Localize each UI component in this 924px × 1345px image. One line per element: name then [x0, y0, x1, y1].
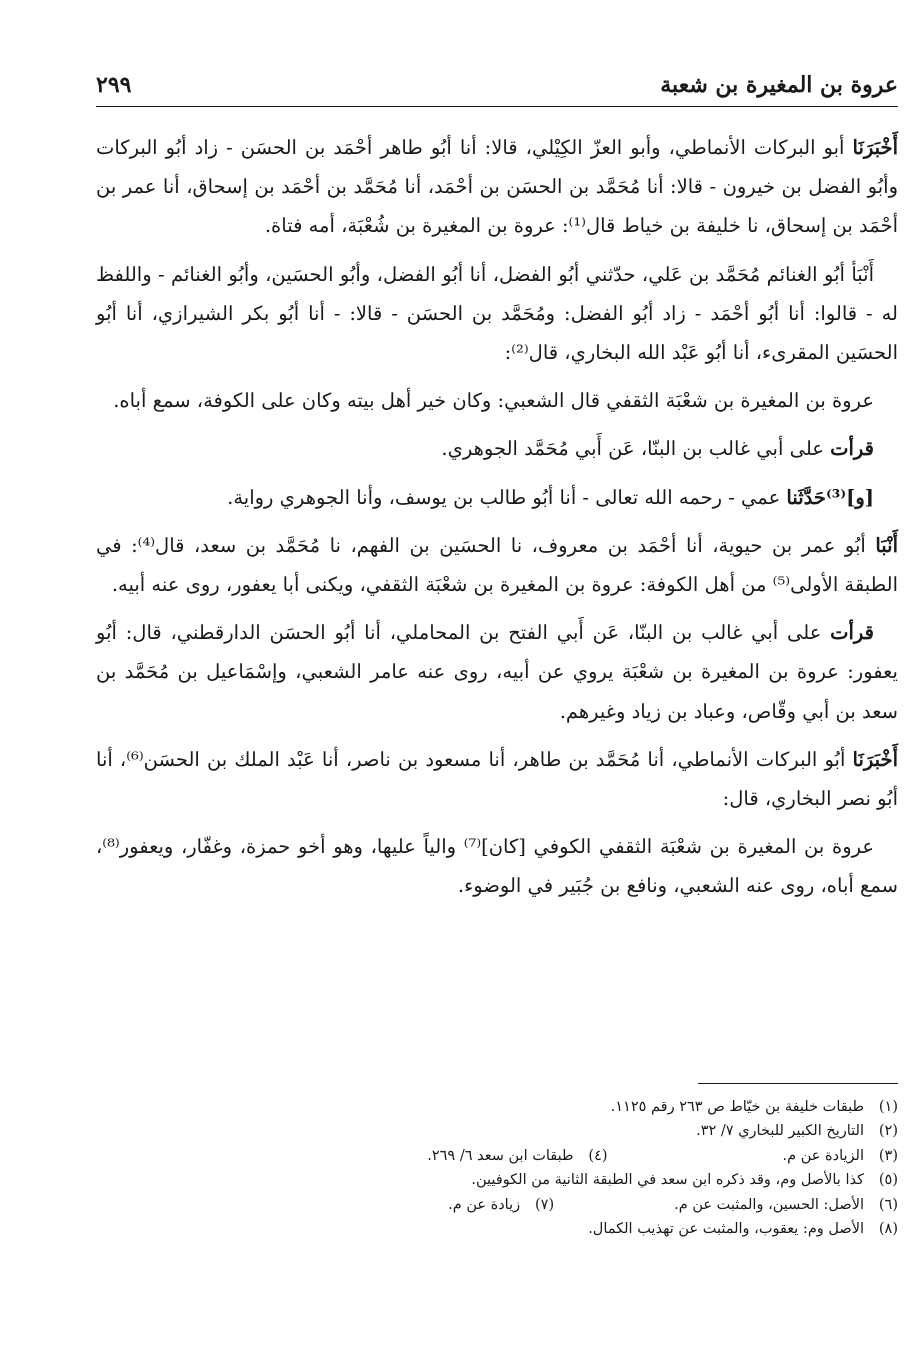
footnote-4 — [427, 1144, 607, 1168]
paragraph-lead: أَخْبَرَنَا — [852, 747, 898, 771]
footnote-5 — [471, 1168, 898, 1192]
paragraph-text: أبُو البركات الأنماطي، أنا مُحَمَّد بن طاهر، أنا مسعود بن ناصر، أنا عَبْد الملك بن الحسَن⁽⁶⁾، أنا أبُو نصر البخاري، قال: — [96, 747, 898, 811]
footnotes — [96, 1095, 898, 1241]
running-header — [96, 70, 898, 107]
footnote-line — [96, 1119, 898, 1143]
paragraph-text: أَنْبَأ أبُو الغنائم مُحَمَّد بن عَلي، حدّثني أبُو الفضل، أنا أبُو الفضل، وأبُو الحسَين، وأبُو الغنائم - واللفظ له - قالوا: أنا أبُو أحْمَد - زاد أبُو الفضل: ومُحَمَّد بن الحسَن - قالا: - أنا أبُو بكر الشيرازي، أنا أبُو الحسَين المقرىء، أنا أبُو عَبْد الله البخاري، قال⁽²⁾: — [96, 262, 898, 365]
paragraph-7 — [96, 613, 898, 731]
paragraph-1 — [96, 128, 898, 246]
footnote-6 — [674, 1193, 898, 1217]
footnote-line — [96, 1168, 898, 1192]
paragraph-text: عروة بن المغيرة بن شعْبَة الثقفي قال الشعبي: وكان خير أهل بيته وكان على الكوفة، سمع أباه. — [113, 389, 874, 413]
footnote-number: (٨) — [878, 1221, 898, 1238]
footnote-line — [96, 1217, 898, 1241]
footnote-number: (٤) — [588, 1147, 608, 1164]
footnote-text: طبقات خليفة بن خيّاط ص ٢٦٣ رقم ١١٢٥. — [610, 1099, 864, 1115]
paragraph-text: على أبي غالب بن البنّا، عَن أَبي مُحَمَّد الجوهري. — [441, 437, 831, 461]
footnote-7 — [448, 1193, 554, 1217]
paragraph-lead: أَخْبَرَنَا — [852, 136, 898, 159]
paragraph-lead: قرأت — [830, 621, 874, 645]
footnote-text: زيادة عن م. — [448, 1196, 521, 1213]
main-text — [96, 128, 898, 915]
paragraph-text: أبو البركات الأنماطي، وأبو العزّ الكِيْلي، قالا: أنا أبُو طاهر أحْمَد بن الحسَن - زاد أبُو البركات وأبُو الفضل بن خيرون - قالا: أنا مُحَمَّد بن الحسَن بن أحْمَد، أنا مُحَمَّد بن أحْمَد بن إسحاق، أنا عمر بن أحْمَد بن إسحاق، نا خليفة بن خياط قال⁽¹⁾: عروة بن المغيرة بن شُعْبَة، أمه فتاة. — [96, 136, 898, 238]
footnote-8 — [588, 1217, 898, 1241]
footnote-number: (٧) — [535, 1196, 555, 1213]
footnote-2 — [696, 1119, 898, 1143]
paragraph-lead: قرأت — [830, 437, 874, 461]
paragraph-5 — [96, 478, 898, 517]
footnote-line — [96, 1193, 898, 1217]
paragraph-2 — [96, 255, 898, 373]
footnote-number: (٦) — [878, 1196, 898, 1213]
paragraph-4 — [96, 429, 898, 468]
paragraph-3 — [96, 381, 898, 420]
chapter-title: عروة بن المغيرة بن شعبة — [660, 72, 898, 98]
paragraph-text: على أبي غالب بن البنّا، عَن أَبي الفتح بن المحاملي، أنا أبُو الحسَن الدارقطني، قال: أبُو يعفور: عروة بن المغيرة بن شعْبَة يروي عن أبيه، روى عنه عامر الشعبي، وإسْمَاعيل بن مُحَمَّد بن سعد بن أبي وقّاص، وعباد بن زياد وغيرهم. — [96, 621, 898, 723]
footnote-text: التاريخ الكبير للبخاري ٧/ ٣٢. — [696, 1123, 864, 1140]
footnote-number: (٥) — [878, 1172, 898, 1189]
footnote-divider — [698, 1083, 898, 1084]
page-number: ٢٩٩ — [96, 72, 132, 98]
footnote-text: الزيادة عن م. — [782, 1147, 864, 1164]
footnote-line — [96, 1095, 898, 1119]
footnote-text: الأصل وم: يعقوب، والمثبت عن تهذيب الكمال. — [588, 1221, 864, 1238]
paragraph-8 — [96, 740, 898, 818]
footnote-text: كذا بالأصل وم، وقد ذكره ابن سعد في الطبقة الثانية من الكوفيين. — [471, 1172, 864, 1189]
paragraph-text: أبُو عمر بن حيوية، أنا أحْمَد بن معروف، نا الحسَين بن الفهم، نا مُحَمَّد بن سعد، قال⁽⁴⁾: في الطبقة الأولى⁽⁵⁾ من أهل الكوفة: عروة بن المغيرة بن شعْبَة الثقفي، ويكنى أبا يعفور، روى عنه أبيه. — [96, 533, 898, 597]
paragraph-6 — [96, 526, 898, 604]
footnote-number: (١) — [878, 1099, 898, 1115]
footnote-line — [96, 1144, 898, 1168]
paragraph-text: عروة بن المغيرة بن شعْبَة الثقفي الكوفي [كان]⁽⁷⁾ والياً عليها، وهو أخو حمزة، وغفّار، ويعفور⁽⁸⁾، سمع أباه، روى عنه الشعبي، ونافع بن جُبَير في الوضوء. — [96, 835, 898, 898]
paragraph-text: عمي - رحمه الله تعالى - أنا أبُو طالب بن يوسف، وأنا الجوهري رواية. — [227, 485, 787, 509]
paragraph-9 — [96, 827, 898, 905]
footnote-text: طبقات ابن سعد ٦/ ٢٦٩. — [427, 1147, 574, 1164]
paragraph-lead: [و]⁽³⁾حَدَّثَنا — [786, 485, 874, 509]
paragraph-lead: أَنْبَا — [875, 533, 898, 557]
footnote-number: (٢) — [878, 1123, 898, 1140]
footnote-text: الأصل: الحسين، والمثبت عن م. — [674, 1196, 864, 1213]
footnote-1 — [611, 1095, 898, 1119]
footnote-number: (٣) — [878, 1147, 898, 1164]
footnote-3 — [783, 1144, 898, 1168]
